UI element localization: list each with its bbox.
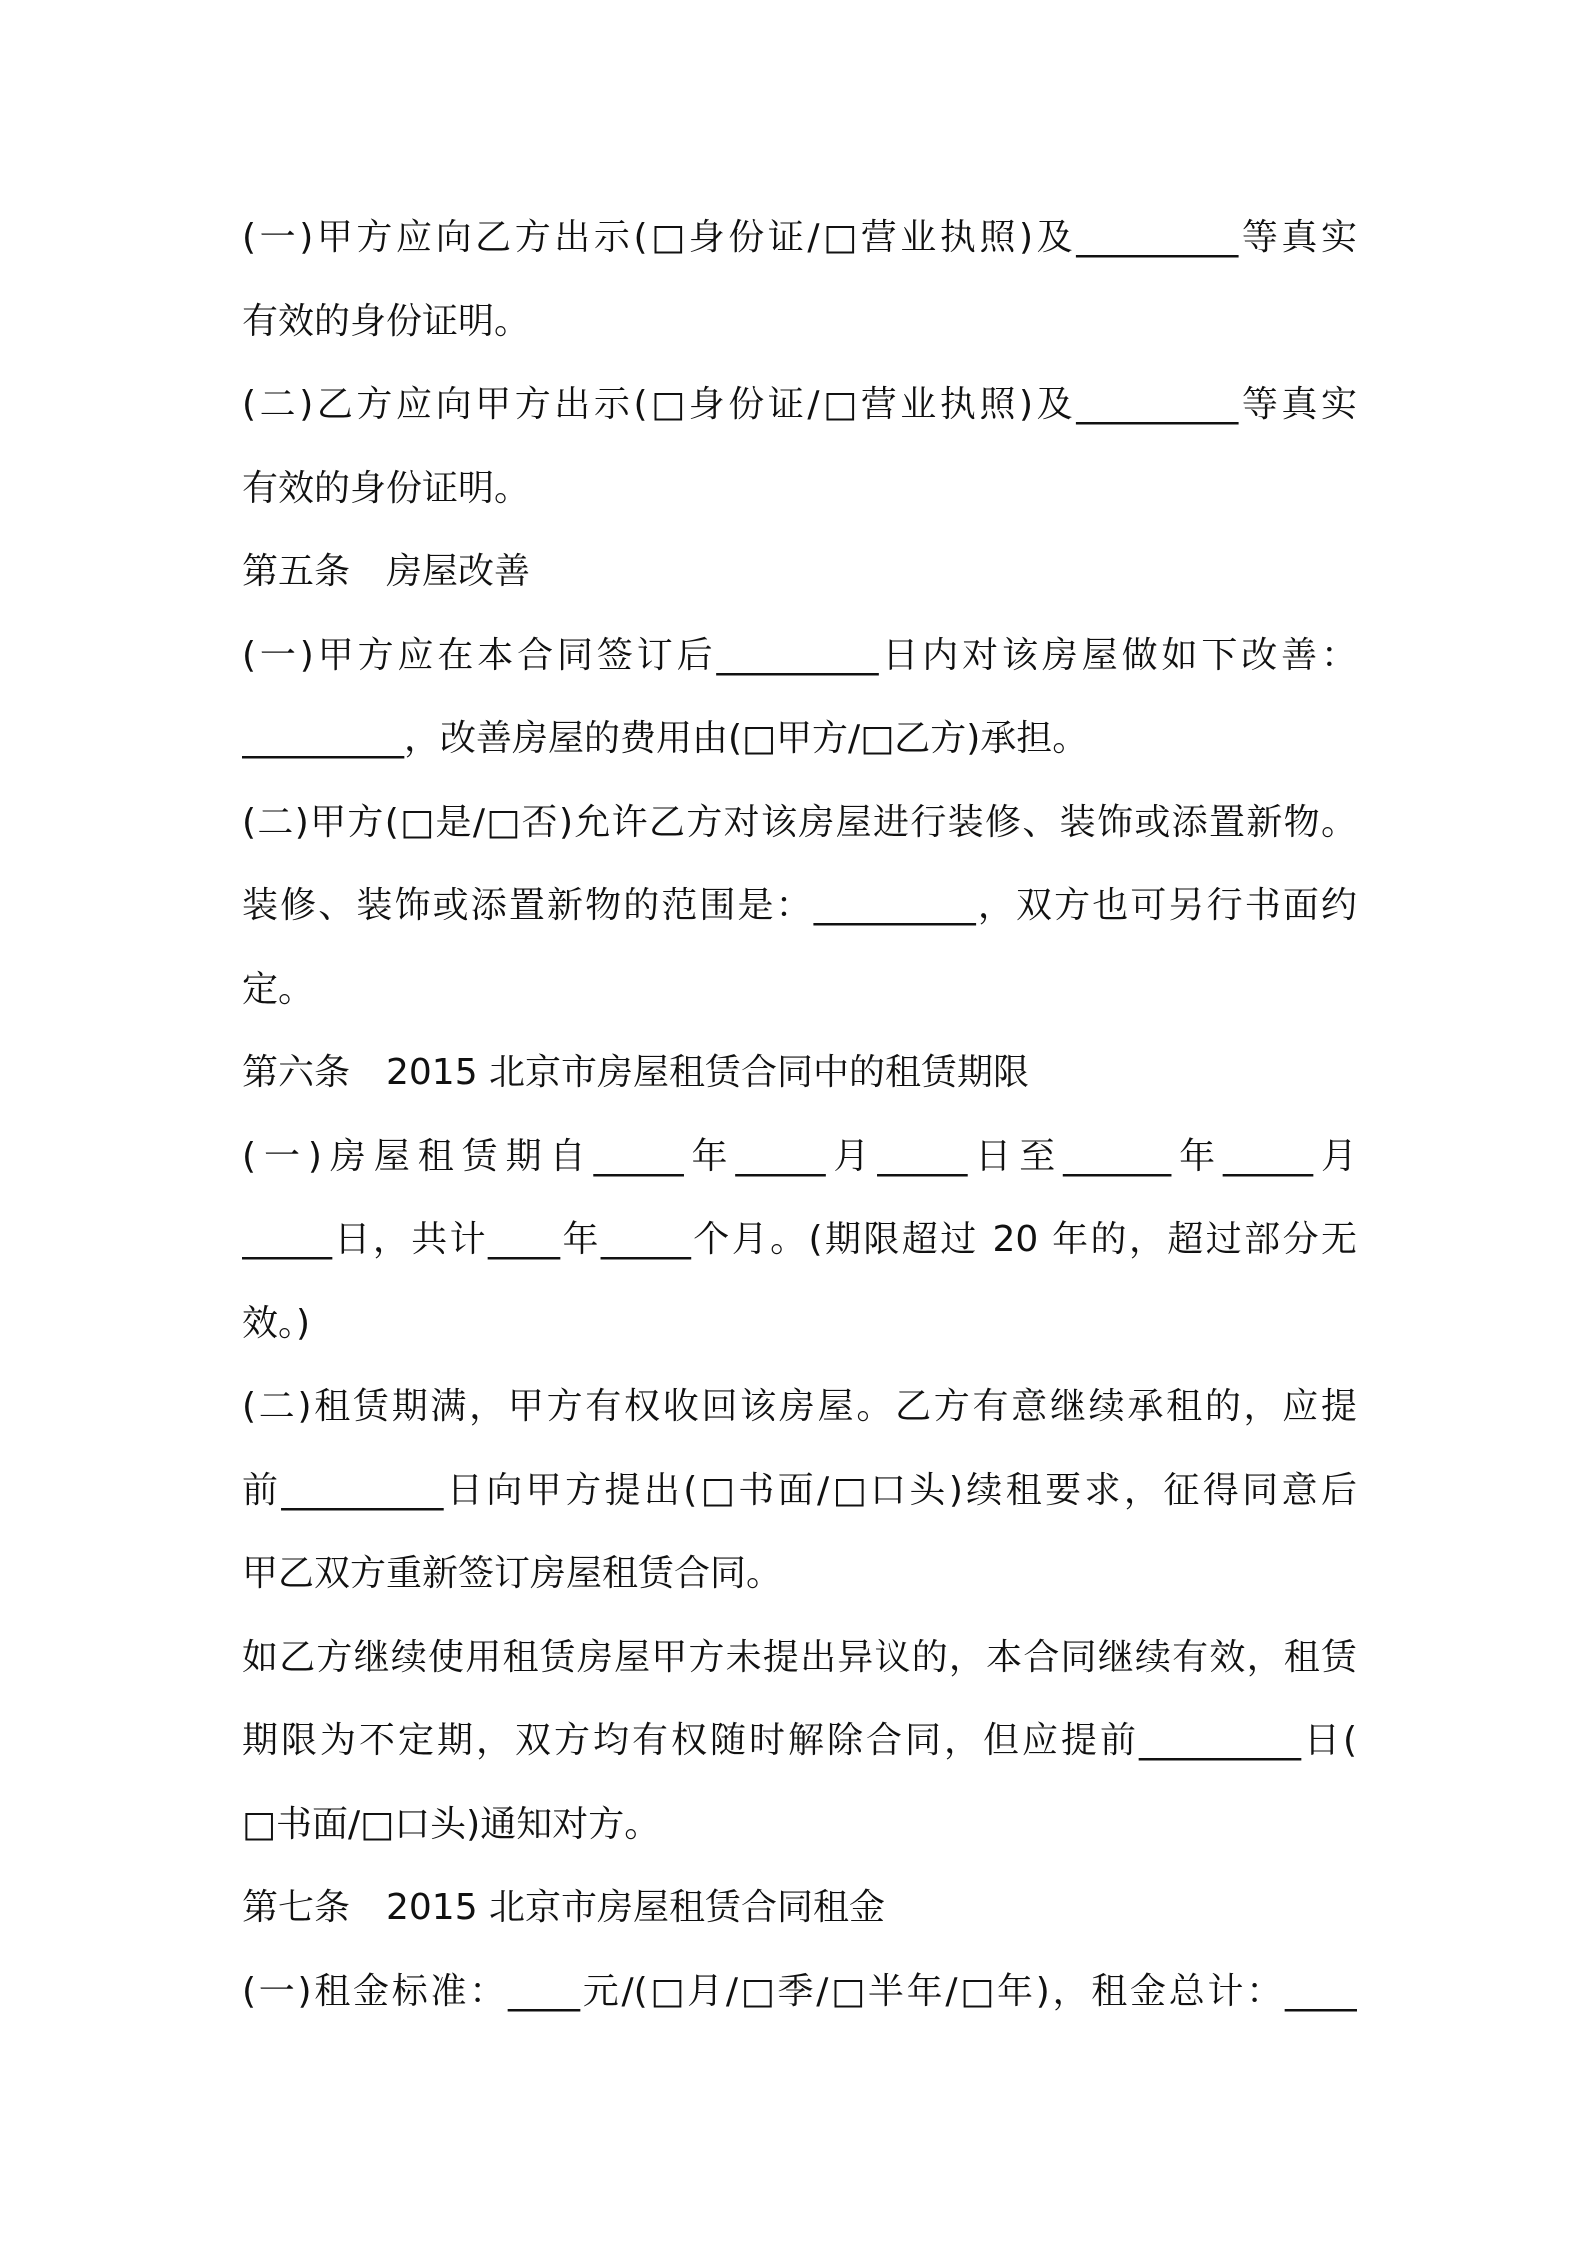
clause-5-1-line-1: (一)甲方应在本合同签订后_________日内对该房屋做如下改善：	[242, 634, 1357, 676]
clause-4-2-line-2: 有效的身份证明。	[242, 467, 531, 509]
clause-6-2-line-2: 前_________日向甲方提出(□书面/□口头)续租要求，征得同意后	[242, 1469, 1357, 1511]
clause-6-1-line-2: _____日，共计____年_____个月。(期限超过 20 年的，超过部分无	[242, 1219, 1357, 1260]
clause-6-2-line-1: (二)租赁期满，甲方有权收回该房屋。乙方有意继续承租的，应提	[242, 1386, 1357, 1427]
clause-4-1-line-2: 有效的身份证明。	[242, 300, 531, 342]
clause-6-2-line-3: 甲乙双方重新签订房屋租赁合同。	[242, 1553, 783, 1594]
article-7-heading: 第七条 2015 北京市房屋租赁合同租金	[242, 1887, 886, 1928]
clause-5-2-line-1: (二)甲方(□是/□否)允许乙方对该房屋进行装修、装饰或添置新物。	[242, 801, 1357, 843]
clause-7-1-line-1: (一)租金标准：____元/(□月/□季/□半年/□年)，租金总计：____	[242, 1970, 1357, 2012]
clause-6-3-line-2: 期限为不定期，双方均有权随时解除合同，但应提前_________日(	[242, 1720, 1357, 1761]
article-5-heading: 第五条 房屋改善	[242, 551, 531, 592]
clause-4-2-line-1: (二)乙方应向甲方出示(□身份证/□营业执照)及_________等真实	[242, 384, 1357, 425]
clause-4-1-line-1: (一)甲方应向乙方出示(□身份证/□营业执照)及_________等真实	[242, 217, 1357, 258]
article-6-heading: 第六条 2015 北京市房屋租赁合同中的租赁期限	[242, 1052, 1030, 1093]
clause-6-3-line-1: 如乙方继续使用租赁房屋甲方未提出异议的，本合同继续有效，租赁	[242, 1636, 1357, 1678]
clause-5-2-line-2: 装修、装饰或添置新物的范围是：_________，双方也可另行书面约	[242, 885, 1357, 926]
clause-6-1-line-1: (一)房屋租赁期自_____年_____月_____日至______年_____月	[242, 1135, 1357, 1177]
clause-6-1-line-3: 效。)	[242, 1302, 311, 1344]
contract-text	[242, 196, 1357, 2033]
clause-6-3-line-3: □书面/□口头)通知对方。	[242, 1803, 661, 1845]
clause-5-1-line-2: _________，改善房屋的费用由(□甲方/□乙方)承担。	[242, 718, 1089, 759]
clause-5-2-line-3: 定。	[242, 968, 315, 1010]
